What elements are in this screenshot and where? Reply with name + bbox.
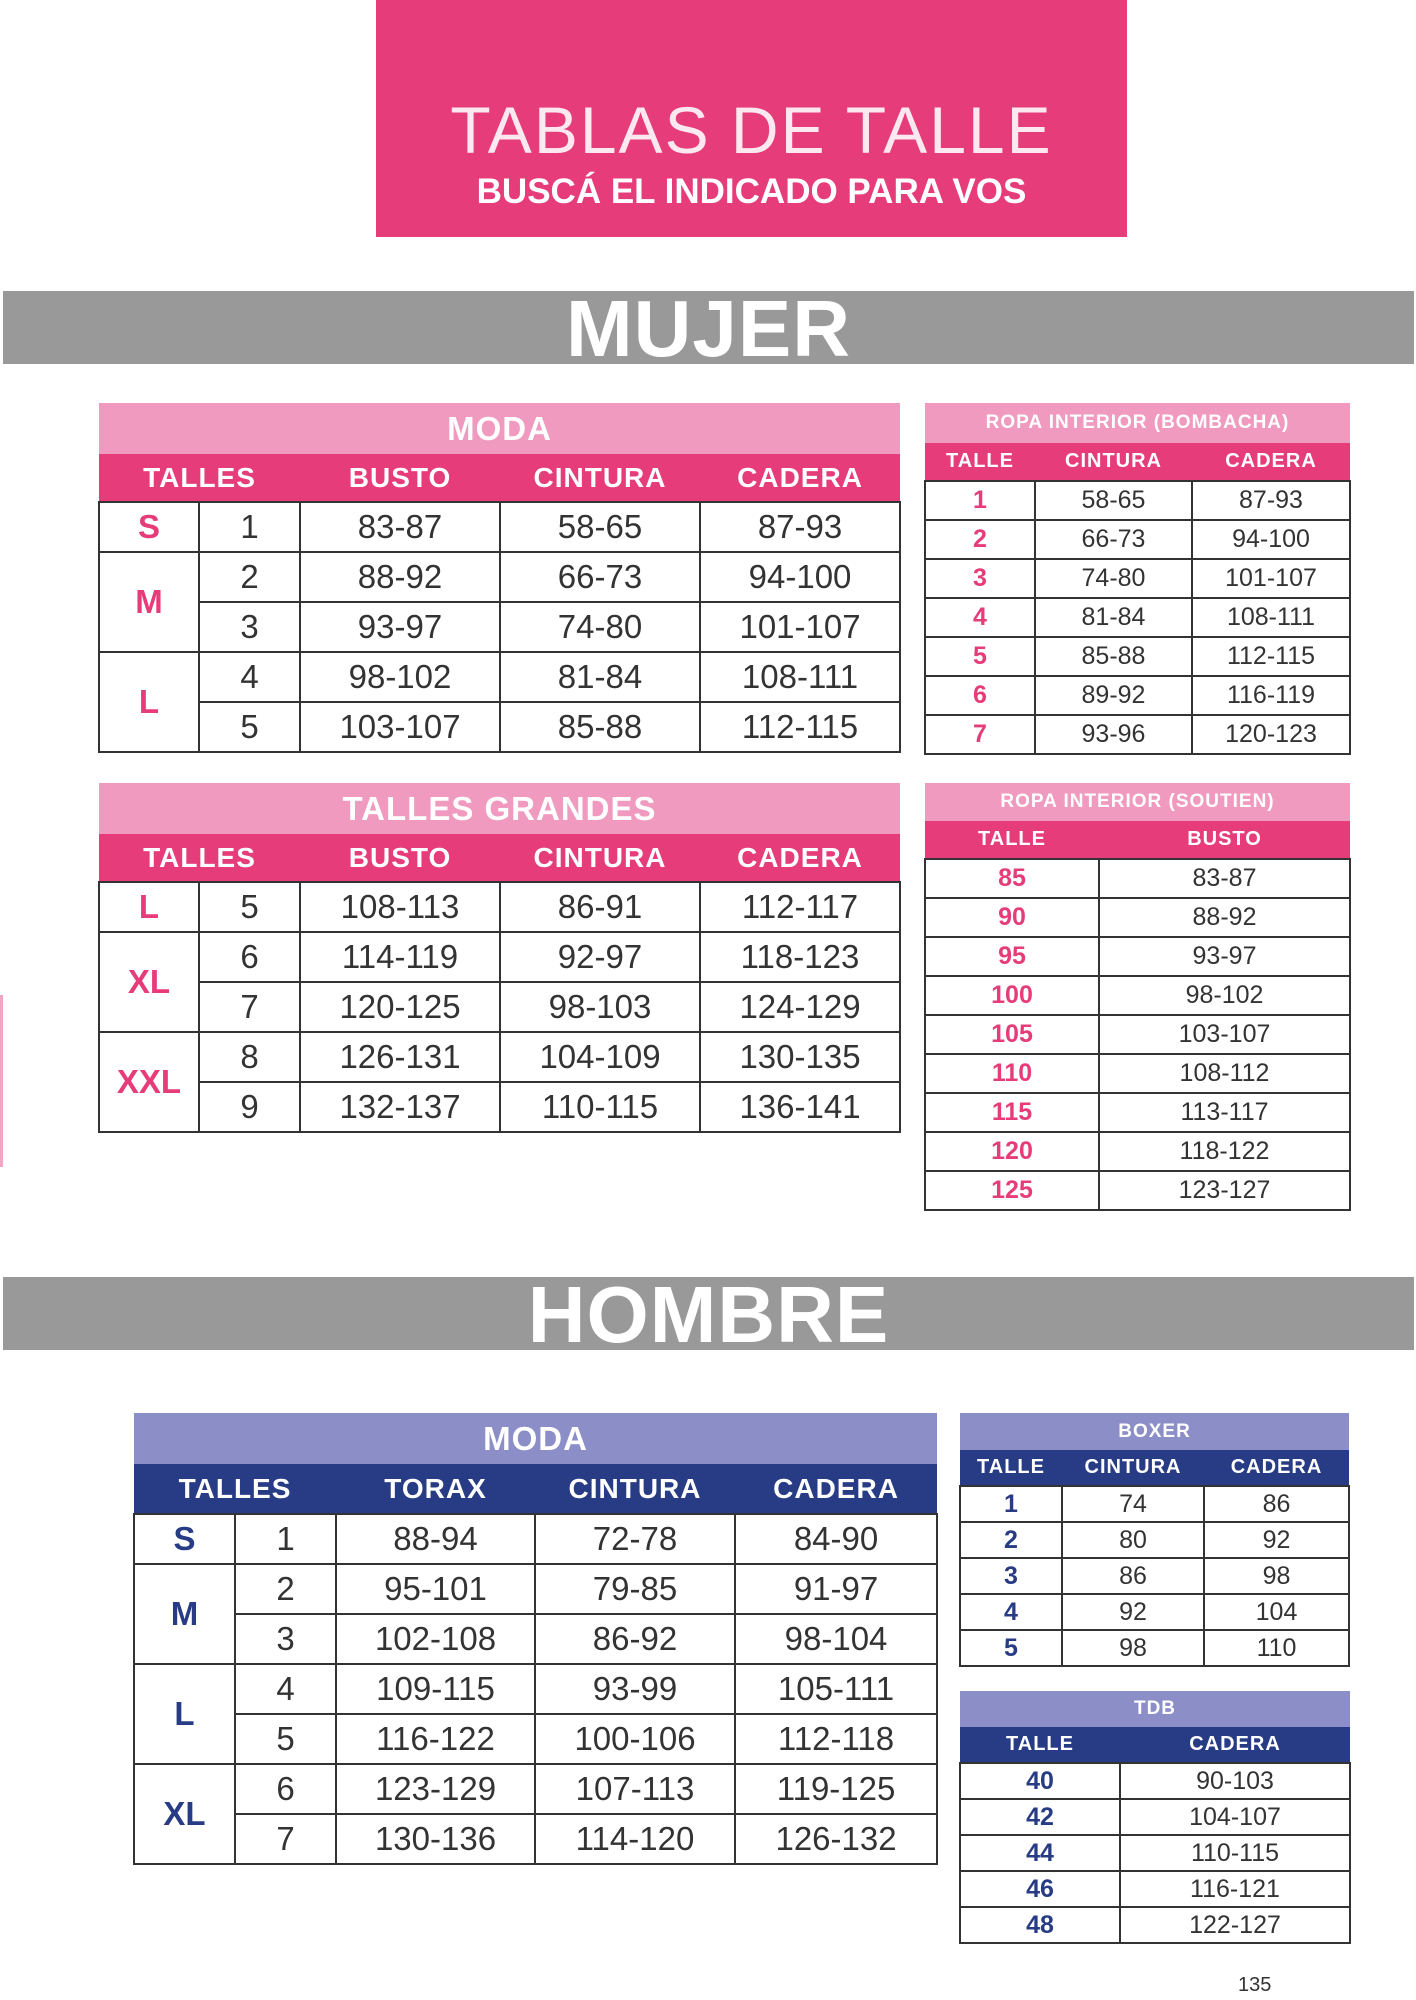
column-header: TORAX xyxy=(336,1464,535,1514)
tdb-table xyxy=(959,1691,1351,1944)
size-number: 5 xyxy=(235,1714,336,1764)
measurement-cell: 114-119 xyxy=(300,932,500,982)
size-number: 6 xyxy=(235,1764,336,1814)
table-row xyxy=(925,1015,1350,1054)
measurement-cell: 116-121 xyxy=(1120,1871,1350,1907)
table-title: MODA xyxy=(99,403,900,454)
measurement-cell: 92 xyxy=(1062,1594,1204,1630)
measurement-cell: 88-92 xyxy=(1099,898,1350,937)
measurement-cell: 86 xyxy=(1204,1486,1349,1522)
size-number: 3 xyxy=(199,602,300,652)
table-row xyxy=(134,1664,937,1714)
measurement-cell: 74-80 xyxy=(1035,559,1192,598)
measurement-cell: 98-102 xyxy=(1099,976,1350,1015)
column-header: CADERA xyxy=(735,1464,937,1514)
table-title-row xyxy=(925,783,1350,821)
measurement-cell: 104 xyxy=(1204,1594,1349,1630)
size-letter: M xyxy=(134,1564,235,1664)
size-cell: 42 xyxy=(960,1799,1120,1835)
measurement-cell: 88-94 xyxy=(336,1514,535,1564)
size-cell: 120 xyxy=(925,1132,1099,1171)
measurement-cell: 80 xyxy=(1062,1522,1204,1558)
measurement-cell: 93-97 xyxy=(1099,937,1350,976)
table-row xyxy=(134,1764,937,1814)
table-row xyxy=(99,982,900,1032)
column-header: BUSTO xyxy=(300,454,500,502)
size-letter: L xyxy=(99,652,199,752)
measurement-cell: 104-109 xyxy=(500,1032,700,1082)
column-header: TALLE xyxy=(960,1450,1062,1486)
measurement-cell: 98-103 xyxy=(500,982,700,1032)
measurement-cell: 112-117 xyxy=(700,882,900,932)
table-title-row xyxy=(99,403,900,454)
measurement-cell: 118-122 xyxy=(1099,1132,1350,1171)
table-row xyxy=(960,1907,1350,1943)
table-header-row xyxy=(925,821,1350,859)
table-row xyxy=(925,481,1350,520)
measurement-cell: 85-88 xyxy=(500,702,700,752)
panties-table xyxy=(924,403,1351,755)
column-header: CINTURA xyxy=(500,834,700,882)
measurement-cell: 95-101 xyxy=(336,1564,535,1614)
measurement-cell: 102-108 xyxy=(336,1614,535,1664)
measurement-cell: 85-88 xyxy=(1035,637,1192,676)
measurement-cell: 112-115 xyxy=(1192,637,1350,676)
size-letter: XL xyxy=(134,1764,235,1864)
size-number: 2 xyxy=(199,552,300,602)
edge-decoration xyxy=(0,995,3,1167)
table-header-row xyxy=(134,1464,937,1514)
table-row xyxy=(99,702,900,752)
size-number: 7 xyxy=(235,1814,336,1864)
size-letter: XXL xyxy=(99,1032,199,1132)
table-row xyxy=(960,1871,1350,1907)
size-cell: 2 xyxy=(960,1522,1062,1558)
measurement-cell: 72-78 xyxy=(535,1514,735,1564)
size-number: 4 xyxy=(235,1664,336,1714)
size-number: 9 xyxy=(199,1082,300,1132)
header-banner xyxy=(376,0,1127,237)
size-letter: S xyxy=(134,1514,235,1564)
measurement-cell: 110-115 xyxy=(500,1082,700,1132)
measurement-cell: 88-92 xyxy=(300,552,500,602)
table-row xyxy=(134,1714,937,1764)
table-row xyxy=(960,1594,1349,1630)
size-number: 6 xyxy=(199,932,300,982)
page-number: 135 xyxy=(1238,1974,1272,1996)
table-row xyxy=(925,637,1350,676)
table-row xyxy=(925,598,1350,637)
column-header: TALLE xyxy=(960,1727,1120,1763)
measurement-cell: 58-65 xyxy=(500,502,700,552)
table-title-row xyxy=(925,403,1350,443)
column-header: CINTURA xyxy=(500,454,700,502)
measurement-cell: 94-100 xyxy=(1192,520,1350,559)
measurement-cell: 81-84 xyxy=(500,652,700,702)
table-row xyxy=(960,1630,1349,1666)
table-row xyxy=(960,1558,1349,1594)
table-row xyxy=(99,932,900,982)
measurement-cell: 107-113 xyxy=(535,1764,735,1814)
table-row xyxy=(925,520,1350,559)
measurement-cell: 119-125 xyxy=(735,1764,937,1814)
size-number: 1 xyxy=(199,502,300,552)
men-fashion-table xyxy=(133,1413,938,1865)
table-row xyxy=(99,502,900,552)
table-row xyxy=(925,1171,1350,1210)
size-cell: 1 xyxy=(925,481,1035,520)
size-cell: 2 xyxy=(925,520,1035,559)
column-header: BUSTO xyxy=(300,834,500,882)
page-title: TABLAS DE TALLE xyxy=(450,93,1053,167)
size-number: 2 xyxy=(235,1564,336,1614)
table-title-row xyxy=(99,783,900,834)
measurement-cell: 110-115 xyxy=(1120,1835,1350,1871)
table-row xyxy=(925,976,1350,1015)
table-row xyxy=(925,676,1350,715)
column-header: TALLES xyxy=(99,834,300,882)
measurement-cell: 83-87 xyxy=(1099,859,1350,898)
measurement-cell: 118-123 xyxy=(700,932,900,982)
table-row xyxy=(960,1799,1350,1835)
column-header: CADERA xyxy=(700,834,900,882)
measurement-cell: 112-115 xyxy=(700,702,900,752)
measurement-cell: 74-80 xyxy=(500,602,700,652)
measurement-cell: 136-141 xyxy=(700,1082,900,1132)
measurement-cell: 58-65 xyxy=(1035,481,1192,520)
table-header-row xyxy=(99,834,900,882)
measurement-cell: 81-84 xyxy=(1035,598,1192,637)
measurement-cell: 98 xyxy=(1204,1558,1349,1594)
measurement-cell: 87-93 xyxy=(1192,481,1350,520)
column-header: BUSTO xyxy=(1099,821,1350,859)
column-header: TALLE xyxy=(925,821,1099,859)
measurement-cell: 100-106 xyxy=(535,1714,735,1764)
table-row xyxy=(99,882,900,932)
size-cell: 115 xyxy=(925,1093,1099,1132)
size-letter: S xyxy=(99,502,199,552)
measurement-cell: 103-107 xyxy=(300,702,500,752)
table-row xyxy=(925,859,1350,898)
measurement-cell: 93-96 xyxy=(1035,715,1192,754)
size-letter: L xyxy=(134,1664,235,1764)
size-letter: XL xyxy=(99,932,199,1032)
size-cell: 40 xyxy=(960,1763,1120,1799)
measurement-cell: 112-118 xyxy=(735,1714,937,1764)
measurement-cell: 116-122 xyxy=(336,1714,535,1764)
measurement-cell: 108-113 xyxy=(300,882,500,932)
table-title-row xyxy=(960,1691,1350,1727)
measurement-cell: 114-120 xyxy=(535,1814,735,1864)
table-row xyxy=(925,1054,1350,1093)
size-cell: 46 xyxy=(960,1871,1120,1907)
table-row xyxy=(960,1763,1350,1799)
measurement-cell: 79-85 xyxy=(535,1564,735,1614)
measurement-cell: 87-93 xyxy=(700,502,900,552)
table-title: TALLES GRANDES xyxy=(99,783,900,834)
measurement-cell: 113-117 xyxy=(1099,1093,1350,1132)
measurement-cell: 132-137 xyxy=(300,1082,500,1132)
measurement-cell: 66-73 xyxy=(500,552,700,602)
measurement-cell: 101-107 xyxy=(1192,559,1350,598)
size-number: 8 xyxy=(199,1032,300,1082)
measurement-cell: 94-100 xyxy=(700,552,900,602)
size-number: 5 xyxy=(199,882,300,932)
measurement-cell: 86 xyxy=(1062,1558,1204,1594)
table-row xyxy=(960,1522,1349,1558)
boxer-table xyxy=(959,1413,1350,1667)
column-header: CADERA xyxy=(1192,443,1350,481)
size-number: 5 xyxy=(199,702,300,752)
size-cell: 125 xyxy=(925,1171,1099,1210)
measurement-cell: 105-111 xyxy=(735,1664,937,1714)
women-fashion-table xyxy=(98,403,901,753)
table-row xyxy=(925,1132,1350,1171)
measurement-cell: 123-127 xyxy=(1099,1171,1350,1210)
column-header: CADERA xyxy=(1204,1450,1349,1486)
measurement-cell: 86-91 xyxy=(500,882,700,932)
size-cell: 44 xyxy=(960,1835,1120,1871)
measurement-cell: 124-129 xyxy=(700,982,900,1032)
size-cell: 4 xyxy=(960,1594,1062,1630)
size-cell: 48 xyxy=(960,1907,1120,1943)
table-title: MODA xyxy=(134,1413,937,1464)
table-header-row xyxy=(99,454,900,502)
table-row xyxy=(925,559,1350,598)
section-women: MUJER xyxy=(3,291,1414,364)
column-header: CADERA xyxy=(1120,1727,1350,1763)
table-header-row xyxy=(960,1450,1349,1486)
measurement-cell: 84-90 xyxy=(735,1514,937,1564)
measurement-cell: 92 xyxy=(1204,1522,1349,1558)
size-number: 7 xyxy=(199,982,300,1032)
table-title-row xyxy=(960,1413,1349,1450)
table-row xyxy=(99,1082,900,1132)
measurement-cell: 123-129 xyxy=(336,1764,535,1814)
table-row xyxy=(99,652,900,702)
women-plus-size-table xyxy=(98,783,901,1133)
measurement-cell: 116-119 xyxy=(1192,676,1350,715)
size-letter: M xyxy=(99,552,199,652)
column-header: TALLES xyxy=(134,1464,336,1514)
table-title: ROPA INTERIOR (SOUTIEN) xyxy=(925,783,1350,821)
measurement-cell: 110 xyxy=(1204,1630,1349,1666)
table-header-row xyxy=(925,443,1350,481)
size-number: 4 xyxy=(199,652,300,702)
measurement-cell: 130-135 xyxy=(700,1032,900,1082)
measurement-cell: 98-104 xyxy=(735,1614,937,1664)
measurement-cell: 90-103 xyxy=(1120,1763,1350,1799)
size-number: 1 xyxy=(235,1514,336,1564)
size-cell: 6 xyxy=(925,676,1035,715)
measurement-cell: 103-107 xyxy=(1099,1015,1350,1054)
measurement-cell: 130-136 xyxy=(336,1814,535,1864)
table-row xyxy=(134,1614,937,1664)
measurement-cell: 101-107 xyxy=(700,602,900,652)
measurement-cell: 89-92 xyxy=(1035,676,1192,715)
size-letter: L xyxy=(99,882,199,932)
bra-table xyxy=(924,783,1351,1211)
measurement-cell: 98-102 xyxy=(300,652,500,702)
table-title: BOXER xyxy=(960,1413,1349,1450)
table-row xyxy=(99,1032,900,1082)
measurement-cell: 120-125 xyxy=(300,982,500,1032)
measurement-cell: 93-99 xyxy=(535,1664,735,1714)
table-row xyxy=(925,898,1350,937)
table-row xyxy=(960,1835,1350,1871)
measurement-cell: 108-112 xyxy=(1099,1054,1350,1093)
measurement-cell: 66-73 xyxy=(1035,520,1192,559)
page-subtitle: BUSCÁ EL INDICADO PARA VOS xyxy=(476,172,1027,211)
size-number: 3 xyxy=(235,1614,336,1664)
size-cell: 100 xyxy=(925,976,1099,1015)
size-cell: 85 xyxy=(925,859,1099,898)
table-title: ROPA INTERIOR (BOMBACHA) xyxy=(925,403,1350,443)
measurement-cell: 93-97 xyxy=(300,602,500,652)
measurement-cell: 98 xyxy=(1062,1630,1204,1666)
measurement-cell: 109-115 xyxy=(336,1664,535,1714)
size-cell: 105 xyxy=(925,1015,1099,1054)
measurement-cell: 120-123 xyxy=(1192,715,1350,754)
measurement-cell: 104-107 xyxy=(1120,1799,1350,1835)
size-cell: 5 xyxy=(925,637,1035,676)
size-cell: 3 xyxy=(925,559,1035,598)
size-cell: 110 xyxy=(925,1054,1099,1093)
measurement-cell: 92-97 xyxy=(500,932,700,982)
table-row xyxy=(134,1514,937,1564)
section-men: HOMBRE xyxy=(3,1277,1414,1350)
table-title-row xyxy=(134,1413,937,1464)
table-header-row xyxy=(960,1727,1350,1763)
column-header: CINTURA xyxy=(1062,1450,1204,1486)
size-cell: 1 xyxy=(960,1486,1062,1522)
table-row xyxy=(960,1486,1349,1522)
table-row xyxy=(925,937,1350,976)
table-row xyxy=(99,602,900,652)
size-cell: 95 xyxy=(925,937,1099,976)
measurement-cell: 108-111 xyxy=(1192,598,1350,637)
column-header: CINTURA xyxy=(535,1464,735,1514)
column-header: CINTURA xyxy=(1035,443,1192,481)
size-cell: 5 xyxy=(960,1630,1062,1666)
table-title: TDB xyxy=(960,1691,1350,1727)
column-header: TALLE xyxy=(925,443,1035,481)
measurement-cell: 126-132 xyxy=(735,1814,937,1864)
table-row xyxy=(925,1093,1350,1132)
table-row xyxy=(99,552,900,602)
measurement-cell: 126-131 xyxy=(300,1032,500,1082)
size-cell: 3 xyxy=(960,1558,1062,1594)
column-header: CADERA xyxy=(700,454,900,502)
table-row xyxy=(134,1564,937,1614)
size-cell: 4 xyxy=(925,598,1035,637)
measurement-cell: 122-127 xyxy=(1120,1907,1350,1943)
size-cell: 90 xyxy=(925,898,1099,937)
table-row xyxy=(925,715,1350,754)
measurement-cell: 83-87 xyxy=(300,502,500,552)
column-header: TALLES xyxy=(99,454,300,502)
size-cell: 7 xyxy=(925,715,1035,754)
table-row xyxy=(134,1814,937,1864)
measurement-cell: 91-97 xyxy=(735,1564,937,1614)
measurement-cell: 108-111 xyxy=(700,652,900,702)
measurement-cell: 86-92 xyxy=(535,1614,735,1664)
measurement-cell: 74 xyxy=(1062,1486,1204,1522)
